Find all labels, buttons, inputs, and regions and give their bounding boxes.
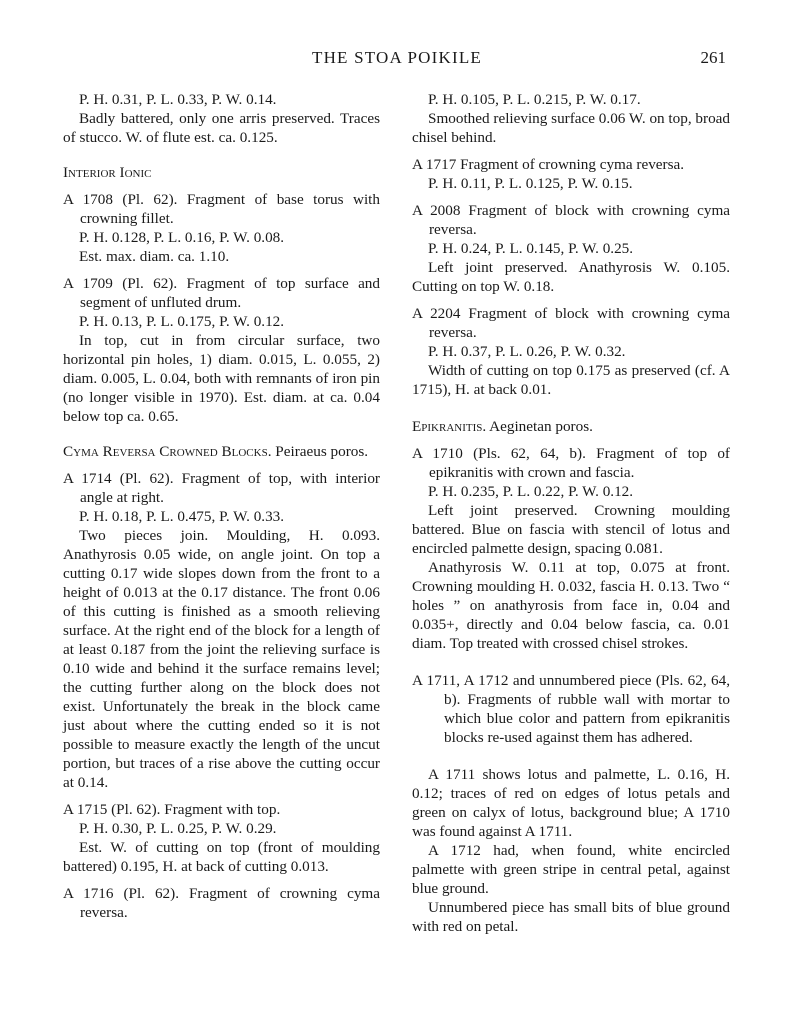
- catalog-entry-a1715: A 1715 (Pl. 62). Fragment with top.: [63, 801, 281, 818]
- measurements: P. H. 0.11, P. L. 0.125, P. W. 0.15.: [428, 175, 633, 192]
- catalog-entry-a1714: A 1714 (Pl. 62). Fragment of top, with interior angle at right.: [63, 470, 380, 506]
- measurements: P. H. 0.128, P. L. 0.16, P. W. 0.08.: [79, 229, 285, 246]
- description: Left joint preserved. Anathyrosis W. 0.105. Cutting on top W. 0.18.: [412, 259, 730, 295]
- catalog-entry-a1716: A 1716 (Pl. 62). Fragment of crowning cyma reversa.: [63, 885, 380, 921]
- heading-smallcaps: Epikranitis.: [412, 418, 487, 435]
- description: Smoothed relieving surface 0.06 W. on top, broad chisel behind.: [412, 110, 731, 146]
- measurements: P. H. 0.37, P. L. 0.26, P. W. 0.32.: [428, 343, 626, 360]
- description: Est. W. of cutting on top (front of moulding battered) 0.195, H. at back of cutting 0.013.: [63, 839, 380, 875]
- description: Two pieces join. Moulding, H. 0.093. Anathyrosis 0.05 wide, on angle joint. On top a cutting 0.17 wide slopes down from the front to a height of 0.013 at the 0.17 distance. The front 0.06 of this cutting is finished as a smooth relieving surface. At the right end of the block for a length of at least 0.187 from the joint the relieving surface is 0.10 wide and behind it the surface remains level; the cutting further along on the block does not exist. Unfortunately the break in the block came just about where the cutting ended so it is not possible to measure exactly the length of the uncut portion, but traces of a rise above the cutting occur at 0.14.: [63, 527, 380, 791]
- section-heading-epikranitis: [412, 417, 730, 436]
- description: Width of cutting on top 0.175 as preserved (cf. A 1715), H. at back 0.01.: [412, 362, 730, 398]
- section-heading-interior-ionic: Interior Ionic: [63, 164, 152, 181]
- measurements: P. H. 0.235, P. L. 0.22, P. W. 0.12.: [428, 483, 634, 500]
- measurements: P. H. 0.105, P. L. 0.215, P. W. 0.17.: [428, 91, 641, 108]
- description: Anathyrosis W. 0.11 at top, 0.075 at front. Crowning moulding H. 0.032, fascia H. 0.13. Two “ holes ” on anathyrosis from face in, 0.04 and 0.035+, directly and 0.04 below fascia, ca. 0.01 diam. Top treated with crossed chisel strokes.: [412, 559, 730, 652]
- catalog-entry-a1711-a1712: A 1711, A 1712 and unnumbered piece (Pls. 62, 64, b). Fragments of rubble wall with mortar to which blue color and pattern from epikranitis blocks re-used against them has adhered.: [412, 672, 730, 746]
- left-column: [63, 90, 380, 922]
- catalog-entry-a1709: A 1709 (Pl. 62). Fragment of top surface and segment of unfluted drum.: [63, 275, 380, 311]
- description: Unnumbered piece has small bits of blue ground with red on petal.: [412, 899, 730, 935]
- measurements: P. H. 0.31, P. L. 0.33, P. W. 0.14.: [79, 91, 277, 108]
- running-title: THE STOA POIKILE: [312, 48, 482, 67]
- right-column: [412, 90, 730, 936]
- catalog-entry-a1717: A 1717 Fragment of crowning cyma reversa.: [412, 156, 685, 173]
- catalog-entry-a2008: A 2008 Fragment of block with crowning cyma reversa.: [412, 202, 730, 238]
- estimate: Est. max. diam. ca. 1.10.: [79, 248, 230, 265]
- heading-rest: Peiraeus poros.: [271, 443, 369, 460]
- description: Left joint preserved. Crowning moulding battered. Blue on fascia with stencil of lotus and encircled palmette design, spacing 0.081.: [412, 502, 730, 557]
- measurements: P. H. 0.13, P. L. 0.175, P. W. 0.12.: [79, 313, 285, 330]
- heading-smallcaps: Cyma Reversa Crowned Blocks.: [63, 443, 272, 460]
- catalog-entry-a1708: A 1708 (Pl. 62). Fragment of base torus with crowning fillet.: [63, 191, 380, 227]
- description: In top, cut in from circular surface, two horizontal pin holes, 1) diam. 0.015, L. 0.055, 2) diam. 0.005, L. 0.04, both with remnants of iron pin (no longer visible in 1970). Est. diam. at ca. 0.04 below top ca. 0.65.: [63, 332, 380, 425]
- catalog-entry-a2204: A 2204 Fragment of block with crowning cyma reversa.: [412, 305, 730, 341]
- measurements: P. H. 0.24, P. L. 0.145, P. W. 0.25.: [428, 240, 634, 257]
- description: A 1712 had, when found, white encircled palmette with green stripe in central petal, against blue ground.: [412, 842, 730, 897]
- page-number: 261: [700, 48, 726, 67]
- catalog-entry-a1710: A 1710 (Pls. 62, 64, b). Fragment of top of epikranitis with crown and fascia.: [412, 445, 730, 481]
- page-header: [0, 48, 794, 74]
- heading-rest: Aeginetan poros.: [486, 418, 593, 435]
- measurements: P. H. 0.30, P. L. 0.25, P. W. 0.29.: [79, 820, 277, 837]
- description: Badly battered, only one arris preserved. Traces of stucco. W. of flute est. ca. 0.125.: [63, 110, 380, 146]
- section-heading-cyma-reversa: [63, 442, 380, 461]
- measurements: P. H. 0.18, P. L. 0.475, P. W. 0.33.: [79, 508, 285, 525]
- description: A 1711 shows lotus and palmette, L. 0.16, H. 0.12; traces of red on edges of lotus petals and green on calyx of lotus, background blue; A 1710 was found against A 1711.: [412, 766, 730, 840]
